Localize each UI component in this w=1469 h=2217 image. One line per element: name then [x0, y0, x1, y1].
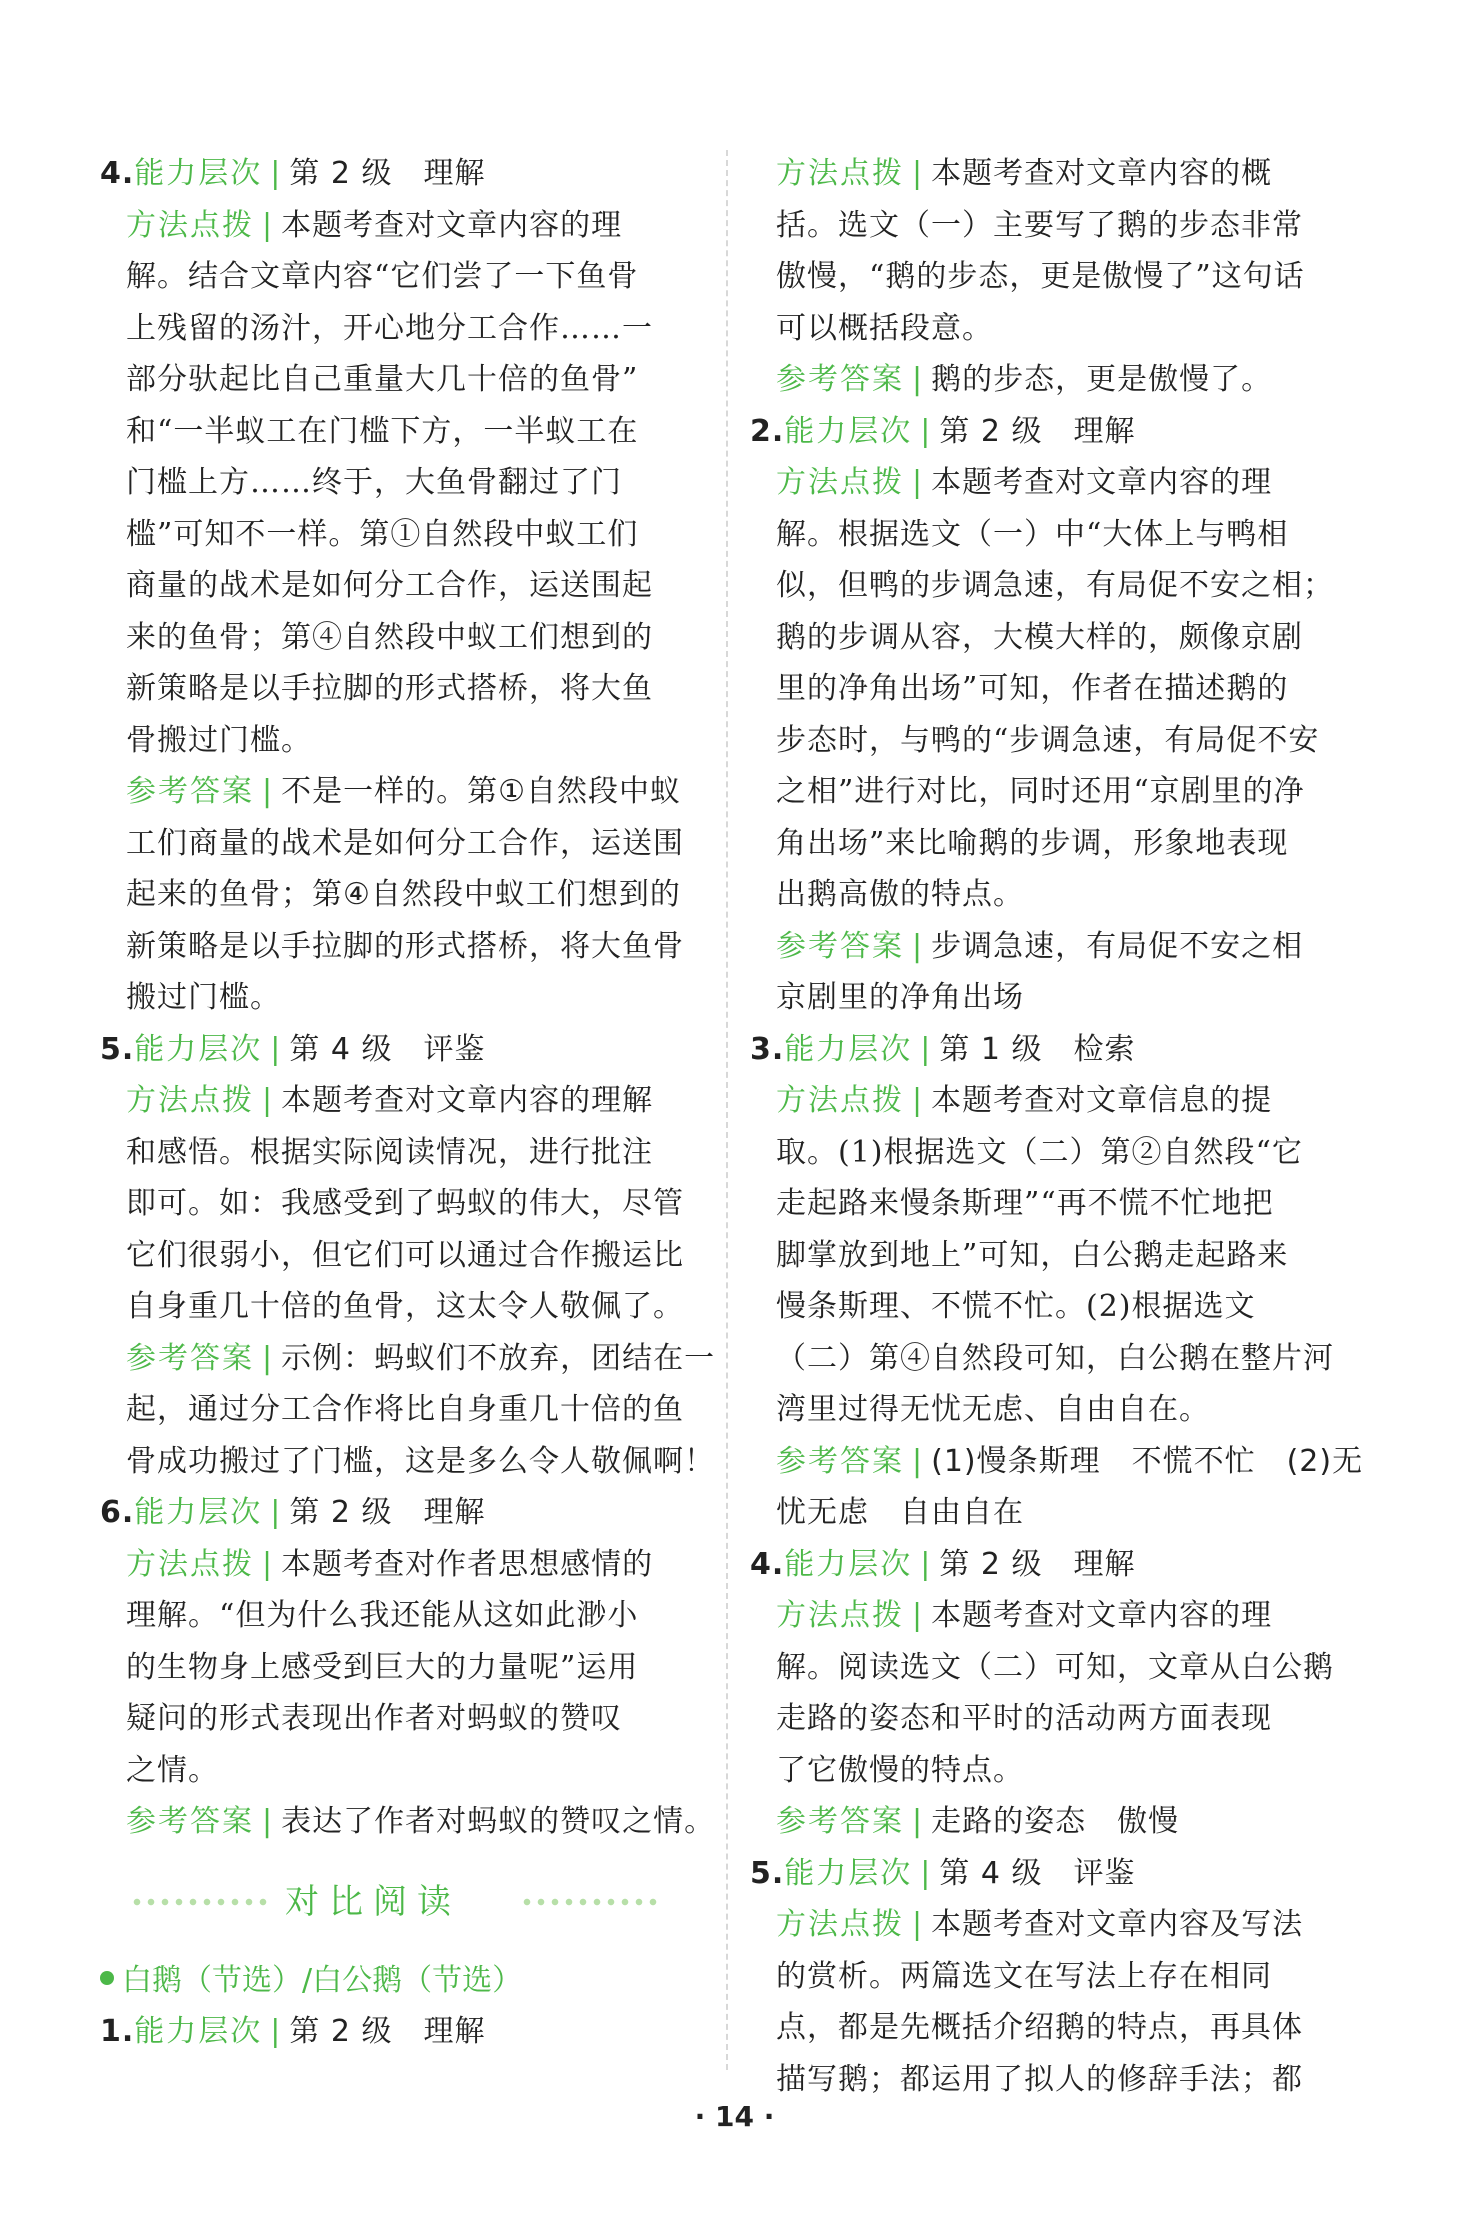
level-value: 第 4 级 评鉴 [289, 1031, 486, 1067]
separator: | [912, 1083, 924, 1118]
answer-line [100, 1796, 716, 1848]
method-line: 之情。 [126, 1752, 219, 1788]
separator: | [912, 1598, 924, 1633]
method-line: 骨搬过门槛。 [126, 722, 312, 758]
separator: | [262, 207, 274, 243]
method-line: 里的净角出场”可知，作者在描述鹅的 [776, 671, 1289, 706]
method-line: 疑问的形式表现出作者对蚂蚁的赞叹 [126, 1701, 622, 1736]
method-line: 解。结合文章内容“它们尝了一下鱼骨 [126, 259, 639, 294]
method-line: 解。根据选文（一）中“大体上与鸭相 [776, 516, 1289, 552]
answer-line: 搬过门槛。 [126, 980, 281, 1015]
answer-line [750, 354, 1360, 406]
method-line: 它们很弱小，但它们可以通过合作搬运比 [126, 1237, 684, 1273]
answer-line [100, 766, 700, 818]
method-line [750, 1899, 1360, 1951]
method-line: 似，但鸭的步调急速，有局促不安之相； [776, 568, 1334, 603]
method-line: 取。(1)根据选文（二）第②自然段“它 [776, 1134, 1303, 1170]
method-line: 自身重几十倍的鱼骨，这太令人敬佩了。 [126, 1289, 684, 1324]
question-number: 1. [100, 2014, 135, 2049]
method-text: 本题考查对文章内容的理 [931, 1598, 1273, 1633]
separator: | [912, 1907, 924, 1942]
question-3-header [750, 1024, 1360, 1076]
method-label: 方法点拨 [126, 1546, 254, 1582]
column-divider [726, 150, 728, 2070]
question-number: 3. [750, 1031, 785, 1067]
method-line: 括。选文（一）主要写了鹅的步态非常 [776, 207, 1303, 243]
section-header [100, 1870, 700, 1945]
question-4-header [100, 148, 700, 200]
answer-line: 起，通过分工合作将比自身重几十倍的鱼 [126, 1392, 684, 1427]
method-line: 描写鹅；都运用了拟人的修辞手法；都 [776, 2061, 1303, 2097]
method-line: 可以概括段意。 [776, 310, 993, 346]
method-line: 走起路来慢条斯理”“再不慌不忙地把 [776, 1186, 1274, 1221]
section-title: 对比阅读 [285, 1881, 461, 1922]
method-line: 傲慢，“鹅的步态，更是傲慢了”这句话 [776, 259, 1305, 294]
method-line [750, 148, 1360, 200]
bullet-dot-icon [100, 1971, 114, 1985]
method-label: 方法点拨 [126, 1083, 254, 1118]
separator: | [912, 928, 924, 964]
method-text: 本题考查对作者思想感情的 [281, 1546, 654, 1582]
method-line: 即可。如：我感受到了蚂蚁的伟大，尽管 [126, 1186, 684, 1221]
method-label: 方法点拨 [126, 207, 254, 243]
question-number: 4. [100, 156, 135, 191]
method-label: 方法点拨 [776, 156, 904, 191]
answer-label: 参考答案 [776, 362, 904, 397]
level-label: 能力层次 [784, 1855, 913, 1891]
answer-label: 参考答案 [776, 928, 904, 964]
level-value: 第 2 级 理解 [939, 1546, 1136, 1582]
answer-text: 不是一样的。第①自然段中蚁 [281, 774, 682, 809]
separator: | [262, 1083, 274, 1118]
method-line: 了它傲慢的特点。 [776, 1752, 1024, 1788]
method-line: 的生物身上感受到巨大的力量呢”运用 [126, 1649, 639, 1685]
separator: | [920, 1031, 932, 1067]
answer-text: 步调急速，有局促不安之相 [931, 928, 1304, 964]
question-number: 2. [750, 413, 785, 449]
answer-line: 工们商量的战术是如何分工合作，运送围 [126, 825, 684, 861]
answer-line: 起来的鱼骨；第④自然段中蚁工们想到的 [126, 877, 681, 912]
method-line: 上残留的汤汁，开心地分工合作……一 [126, 310, 653, 346]
method-line [100, 1075, 700, 1127]
separator: | [262, 774, 274, 809]
level-label: 能力层次 [134, 1031, 263, 1067]
page-number: · 14 · [694, 2100, 775, 2133]
dot-decoration [520, 1898, 660, 1906]
answer-line: 新策略是以手拉脚的形式搭桥，将大鱼骨 [126, 928, 684, 964]
separator: | [912, 465, 924, 500]
level-value: 第 2 级 理解 [289, 156, 486, 191]
level-label: 能力层次 [134, 1495, 263, 1530]
answer-line: 骨成功搬过了门槛，这是多么令人敬佩啊！ [126, 1443, 715, 1479]
question-2-header [750, 406, 1360, 458]
method-line: 出鹅高傲的特点。 [776, 877, 1024, 912]
dot-decoration [130, 1898, 270, 1906]
method-line: 之相”进行对比，同时还用“京剧里的净 [776, 774, 1305, 809]
method-line: （二）第④自然段可知，白公鹅在整片河 [776, 1340, 1334, 1376]
method-line: 脚掌放到地上”可知，白公鹅走起路来 [776, 1237, 1289, 1273]
level-value: 第 1 级 检索 [939, 1031, 1136, 1067]
separator: | [920, 1855, 932, 1891]
method-line [100, 1539, 700, 1591]
question-1-header [100, 2006, 700, 2058]
method-line [750, 457, 1360, 509]
separator: | [920, 413, 932, 449]
method-label: 方法点拨 [776, 465, 904, 500]
method-text: 本题考查对文章信息的提 [931, 1083, 1273, 1118]
level-value: 第 2 级 理解 [289, 2014, 486, 2049]
separator: | [262, 1546, 274, 1582]
method-line: 解。阅读选文（二）可知，文章从白公鹅 [776, 1649, 1334, 1685]
separator: | [262, 1804, 274, 1839]
answer-line [750, 1436, 1364, 1488]
answer-text: 示例：蚂蚁们不放弃，团结在一 [281, 1340, 716, 1376]
separator: | [912, 1443, 924, 1479]
level-value: 第 4 级 评鉴 [939, 1855, 1136, 1891]
method-line: 理解。“但为什么我还能从这如此渺小 [126, 1598, 639, 1633]
method-line: 的赏析。两篇选文在写法上存在相同 [776, 1958, 1272, 1994]
answer-label: 参考答案 [126, 1340, 254, 1376]
level-label: 能力层次 [134, 156, 263, 191]
method-text: 本题考查对文章内容及写法 [931, 1907, 1304, 1942]
method-line: 商量的战术是如何分工合作，运送围起 [126, 568, 653, 603]
method-line: 和感悟。根据实际阅读情况，进行批注 [126, 1134, 653, 1170]
question-number: 5. [100, 1031, 135, 1067]
answer-line [100, 1333, 716, 1385]
right-column [750, 148, 1364, 2105]
separator: | [270, 2014, 282, 2049]
method-line [750, 1590, 1360, 1642]
method-line: 湾里过得无忧无虑、自由自在。 [776, 1392, 1210, 1427]
method-label: 方法点拨 [776, 1083, 904, 1118]
level-label: 能力层次 [784, 1546, 913, 1582]
question-6-header [100, 1487, 700, 1539]
method-line: 角出场”来比喻鹅的步调，形象地表现 [776, 825, 1289, 861]
separator: | [270, 156, 282, 191]
subsection-title: 白鹅（节选）/白公鹅（节选） [122, 1962, 523, 1998]
level-value: 第 2 级 理解 [939, 413, 1136, 449]
answer-line: 京剧里的净角出场 [776, 980, 1024, 1015]
method-label: 方法点拨 [776, 1598, 904, 1633]
subsection-header [100, 1955, 700, 2007]
answer-line [750, 921, 1360, 973]
separator: | [262, 1340, 274, 1376]
method-line: 鹅的步调从容，大模大样的，颇像京剧 [776, 619, 1303, 655]
method-text: 本题考查对文章内容的概 [931, 156, 1273, 191]
question-number: 4. [750, 1546, 785, 1582]
question-5-header [750, 1848, 1360, 1900]
question-number: 5. [750, 1855, 785, 1891]
answer-label: 参考答案 [776, 1443, 904, 1479]
answer-line: 忧无虑 自由自在 [776, 1495, 1024, 1530]
answer-label: 参考答案 [126, 774, 254, 809]
method-line: 步态时，与鸭的“步调急速，有局促不安 [776, 722, 1320, 758]
separator: | [912, 362, 924, 397]
separator: | [920, 1546, 932, 1582]
level-label: 能力层次 [134, 2014, 263, 2049]
method-text: 本题考查对文章内容的理 [931, 465, 1273, 500]
level-label: 能力层次 [784, 413, 913, 449]
method-text: 本题考查对文章内容的理 [281, 207, 623, 243]
answer-text: 鹅的步态，更是傲慢了。 [931, 362, 1273, 397]
method-line: 走路的姿态和平时的活动两方面表现 [776, 1701, 1272, 1736]
method-line: 槛”可知不一样。第①自然段中蚁工们 [126, 516, 639, 552]
separator: | [912, 1804, 924, 1839]
method-line: 慢条斯理、不慌不忙。(2)根据选文 [776, 1289, 1256, 1324]
method-line: 和“一半蚁工在门槛下方，一半蚁工在 [126, 413, 639, 449]
answer-text: 走路的姿态 傲慢 [931, 1804, 1180, 1839]
level-value: 第 2 级 理解 [289, 1495, 486, 1530]
question-5-header [100, 1024, 700, 1076]
answer-text: (1)慢条斯理 不慌不忙 (2)无 [931, 1443, 1364, 1479]
question-4-header [750, 1539, 1360, 1591]
level-label: 能力层次 [784, 1031, 913, 1067]
method-line: 门槛上方……终于，大鱼骨翻过了门 [126, 465, 622, 500]
method-line: 部分驮起比自己重量大几十倍的鱼骨” [126, 362, 639, 397]
answer-label: 参考答案 [126, 1804, 254, 1839]
method-text: 本题考查对文章内容的理解 [281, 1083, 654, 1118]
method-line: 点，都是先概括介绍鹅的特点，再具体 [776, 2010, 1303, 2045]
answer-text: 表达了作者对蚂蚁的赞叹之情。 [281, 1804, 716, 1839]
method-line [100, 200, 700, 252]
method-line [750, 1075, 1360, 1127]
separator: | [270, 1495, 282, 1530]
answer-label: 参考答案 [776, 1804, 904, 1839]
question-number: 6. [100, 1495, 135, 1530]
separator: | [270, 1031, 282, 1067]
method-label: 方法点拨 [776, 1907, 904, 1942]
left-column [100, 148, 716, 2058]
answer-line [750, 1796, 1360, 1848]
separator: | [912, 156, 924, 191]
method-line: 来的鱼骨；第④自然段中蚁工们想到的 [126, 619, 653, 655]
method-line: 新策略是以手拉脚的形式搭桥，将大鱼 [126, 671, 653, 706]
